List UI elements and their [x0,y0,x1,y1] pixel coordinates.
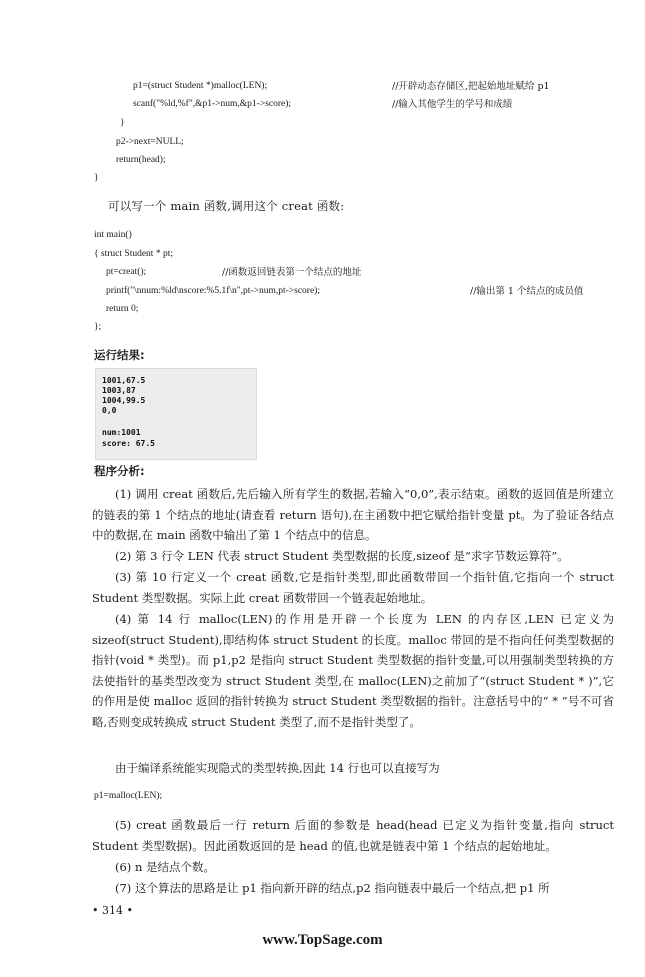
code-line: p1=(struct Student *)malloc(LEN); [133,81,268,91]
intro-text: 可以写一个 main 函数,调用这个 creat 函数: [108,199,345,213]
code-comment: //输出第 1 个结点的成员值 [470,286,584,297]
terminal-line: num:1001 [102,428,141,437]
analysis-paragraph-8: (7) 这个算法的思路是让 p1 指向新开辟的结点,p2 指向链表中最后一个结点,把 p1 所 [115,881,550,895]
analysis-paragraph-4: (4) 第 14 行 malloc(LEN)的作用是开辟一个长度为 LEN 的内存区,LEN 已定义为 sizeof(struct Student),即结构体 struct Student 的长度。malloc 带回的是不指向任何类型数据的指针(void * 类型)。而 p1,p2 是指向 struct Student 类型数据的指针变量,可以用强制类型转换的方法使指针的基类型改变为 struct Student 类型,在 malloc(LEN)之前加了“(struct Student * )”,它的作用是使 malloc 返回的指针转换为 struct Student 类型数据的指针。注意括号中的“ * ”号不可省略,否则变成转换成 struct Student 类型了,而不是指针类型了。 [92,612,614,729]
code-line: scanf("%ld,%f",&p1->num,&p1->score); [133,99,292,109]
code-line: return 0; [106,304,139,314]
terminal-line: 1003,87 [102,386,136,395]
code-comment: //函数返回链表第一个结点的地址 [222,267,362,278]
terminal-line: score: 67.5 [102,439,155,448]
code-line: int main() [94,230,132,240]
terminal-line: 1001,67.5 [102,376,146,385]
analysis-paragraph-7: (6) n 是结点个数。 [115,860,216,874]
analysis-paragraph-3: (3) 第 10 行定义一个 creat 函数,它是指针类型,即此函数带回一个指针值,它指向一个 struct Student 类型数据。实际上此 creat 函数带回一个链表起始地址。 [92,570,614,605]
analysis-paragraph-1: (1) 调用 creat 函数后,先后输入所有学生的数据,若输入“0,0”,表示结束。函数的返回值是所建立的链表的第 1 个结点的地址(请查看 return 语句),在主函数中把它赋给指针变量 pt。为了验证各结点中的数据,在 main 函数中输出了第 1 个结点中的信息。 [92,487,614,542]
page-number: • 314 • [92,904,133,917]
code-line: pt=creat(); [106,267,147,277]
terminal-line: 1004,99.5 [102,396,146,405]
code-line: return(head); [116,155,166,165]
footer-url: www.TopSage.com [262,932,383,948]
run-result-heading: 运行结果: [94,348,145,362]
code-comment: //输入其他学生的学号和成绩 [392,99,513,110]
analysis-paragraph-6: (5) creat 函数最后一行 return 后面的参数是 head(head 已定义为指针变量,指向 struct Student 类型数据)。因此函数返回的是 head 的值,也就是链表中第 1 个结点的起始地址。 [92,818,614,853]
code-comment: //开辟动态存储区,把起始地址赋给 p1 [392,81,550,92]
code-line: p1=malloc(LEN); [94,791,163,801]
analysis-paragraph-2: (2) 第 3 行令 LEN 代表 struct Student 类型数据的长度,sizeof 是“求字节数运算符”。 [115,549,569,563]
code-line: printf("\nnum:%ld\nscore:%5.1f\n",pt->num,pt->score); [106,286,320,296]
analysis-heading: 程序分析: [94,464,145,478]
code-line: } [94,173,99,183]
code-line: }; [94,322,102,332]
code-line: { struct Student * pt; [94,249,173,259]
analysis-paragraph-5: 由于编译系统能实现隐式的类型转换,因此 14 行也可以直接写为 [115,761,440,775]
terminal-output-image [95,368,257,460]
terminal-line: 0,0 [102,406,117,415]
code-line: p2->next=NULL; [116,137,184,147]
code-line: } [120,118,125,128]
